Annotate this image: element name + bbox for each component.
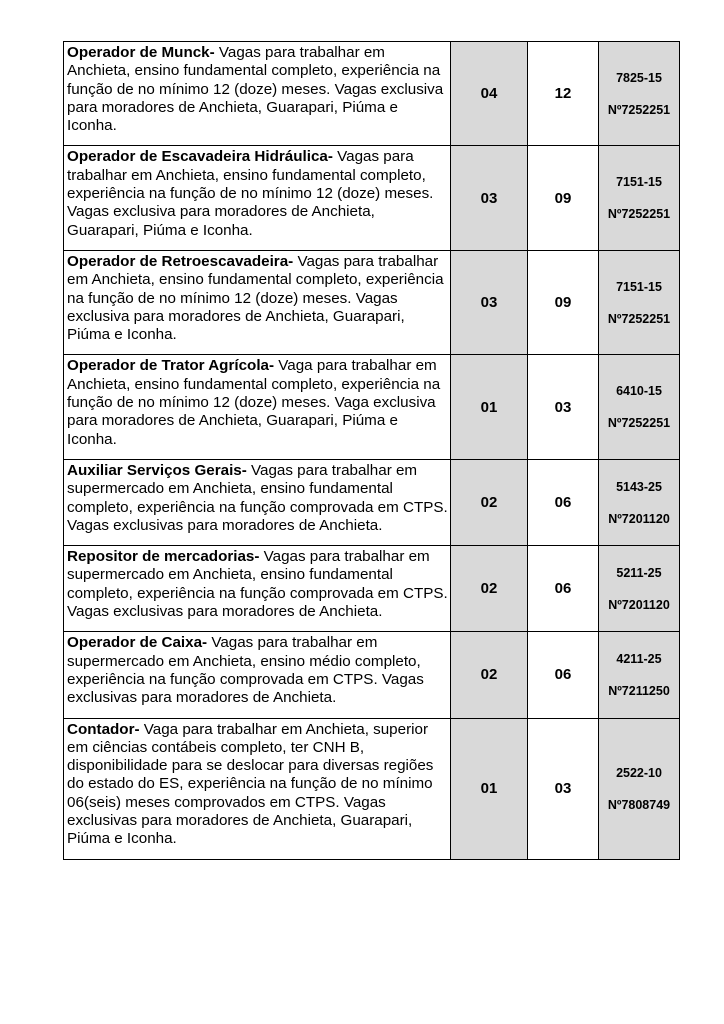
job-title: Operador de Retroescavadeira-: [67, 252, 294, 270]
table-row: [64, 146, 680, 250]
reference-number: Nº7211250: [608, 683, 670, 698]
vacancies-count: 01: [451, 355, 528, 459]
table-row: [64, 546, 680, 632]
code-cell: [599, 459, 680, 545]
job-description-cell: [64, 459, 451, 545]
job-description-cell: [64, 632, 451, 718]
reference-number: Nº7201120: [608, 511, 670, 526]
reference-number: Nº7201120: [608, 597, 670, 612]
job-description: Vagas para trabalhar em Anchieta, ensino fundamental completo, experiência na função de no mínimo 12 (doze) meses. Vagas exclusiva para moradores de Anchieta, Guarapari, Piúma e Iconha.: [67, 148, 434, 239]
total-count: 06: [528, 459, 599, 545]
job-description-cell: [64, 250, 451, 354]
total-count: 06: [528, 632, 599, 718]
job-description-cell: [64, 355, 451, 459]
code-cell: [599, 42, 680, 146]
total-count: 09: [528, 146, 599, 250]
table-row: [64, 718, 680, 859]
vacancies-count: 02: [451, 459, 528, 545]
code-cell: [599, 718, 680, 859]
job-description: Vagas para trabalhar em supermercado em Anchieta, ensino fundamental completo, experiência na função comprovada em CTPS. Vagas exclusivas para moradores de Anchieta.: [67, 548, 448, 621]
job-description-cell: [64, 146, 451, 250]
code-cell: [599, 250, 680, 354]
job-description: Vaga para trabalhar em Anchieta, superior em ciências contábeis completo, ter CNH B, disponibilidade para se deslocar para diversas regiões do estado do ES, experiência na função de no mínimo 06(seis) meses comprovados em CTPS. Vagas exclusivas para moradores de Anchieta, Guarapari, Piúma e Iconha.: [67, 720, 434, 848]
vacancies-count: 03: [451, 146, 528, 250]
job-description: Vagas para trabalhar em supermercado em Anchieta, ensino médio completo, experiência na função comprovada em CTPS. Vagas exclusivas para moradores de Anchieta.: [67, 634, 424, 707]
table-row: [64, 459, 680, 545]
total-count: 03: [528, 355, 599, 459]
job-description-cell: [64, 42, 451, 146]
vacancies-count: 01: [451, 718, 528, 859]
job-description-cell: [64, 546, 451, 632]
job-description: Vagas para trabalhar em supermercado em Anchieta, ensino fundamental completo, experiência na função comprovada em CTPS. Vagas exclusivas para moradores de Anchieta.: [67, 461, 448, 534]
cbo-code: 4211-25: [616, 651, 662, 666]
table-row: [64, 42, 680, 146]
job-title: Operador de Caixa-: [67, 634, 208, 652]
code-cell: [599, 146, 680, 250]
cbo-code: 7151-15: [616, 279, 662, 294]
code-cell: [599, 355, 680, 459]
job-description: Vaga para trabalhar em Anchieta, ensino fundamental completo, experiência na função de no mínimo 12 (doze) meses. Vaga exclusiva para moradores de Anchieta, Guarapari, Piúma e Iconha.: [67, 357, 441, 448]
reference-number: Nº7808749: [607, 797, 671, 812]
cbo-code: 5211-25: [616, 565, 662, 580]
job-vacancies-table: [63, 41, 680, 860]
job-title: Auxiliar Serviços Gerais-: [67, 461, 247, 479]
reference-number: Nº7252251: [607, 207, 671, 222]
reference-number: Nº7252251: [607, 416, 671, 431]
cbo-code: 7825-15: [616, 70, 662, 85]
total-count: 03: [528, 718, 599, 859]
total-count: 06: [528, 546, 599, 632]
job-description: Vagas para trabalhar em Anchieta, ensino fundamental completo, experiência na função de no mínimo 12 (doze) meses. Vagas exclusiva para moradores de Anchieta, Guarapari, Piúma e Iconha.: [67, 44, 444, 135]
total-count: 12: [528, 42, 599, 146]
job-description-cell: [64, 718, 451, 859]
cbo-code: 6410-15: [616, 384, 662, 399]
job-description: Vagas para trabalhar em Anchieta, ensino fundamental completo, experiência na função de no mínimo 12 (doze) meses. Vagas exclusiva para moradores de Anchieta, Guarapari, Piúma e Iconha.: [67, 252, 444, 344]
total-count: 09: [528, 250, 599, 354]
job-title: Contador-: [67, 720, 140, 738]
job-title: Operador de Escavadeira Hidráulica-: [67, 148, 333, 166]
table-row: [64, 250, 680, 354]
vacancies-count: 04: [451, 42, 528, 146]
reference-number: Nº7252251: [607, 311, 671, 326]
code-cell: [599, 632, 680, 718]
cbo-code: 5143-25: [616, 479, 662, 494]
job-title: Operador de Munck-: [67, 44, 215, 61]
code-cell: [599, 546, 680, 632]
vacancies-count: 03: [451, 250, 528, 354]
table-row: [64, 632, 680, 718]
cbo-code: 7151-15: [616, 175, 662, 190]
reference-number: Nº7252251: [607, 102, 671, 117]
cbo-code: 2522-10: [616, 765, 662, 780]
vacancies-count: 02: [451, 546, 528, 632]
table-row: [64, 355, 680, 459]
job-title: Operador de Trator Agrícola-: [67, 357, 275, 375]
job-title: Repositor de mercadorias-: [67, 548, 260, 566]
vacancies-count: 02: [451, 632, 528, 718]
